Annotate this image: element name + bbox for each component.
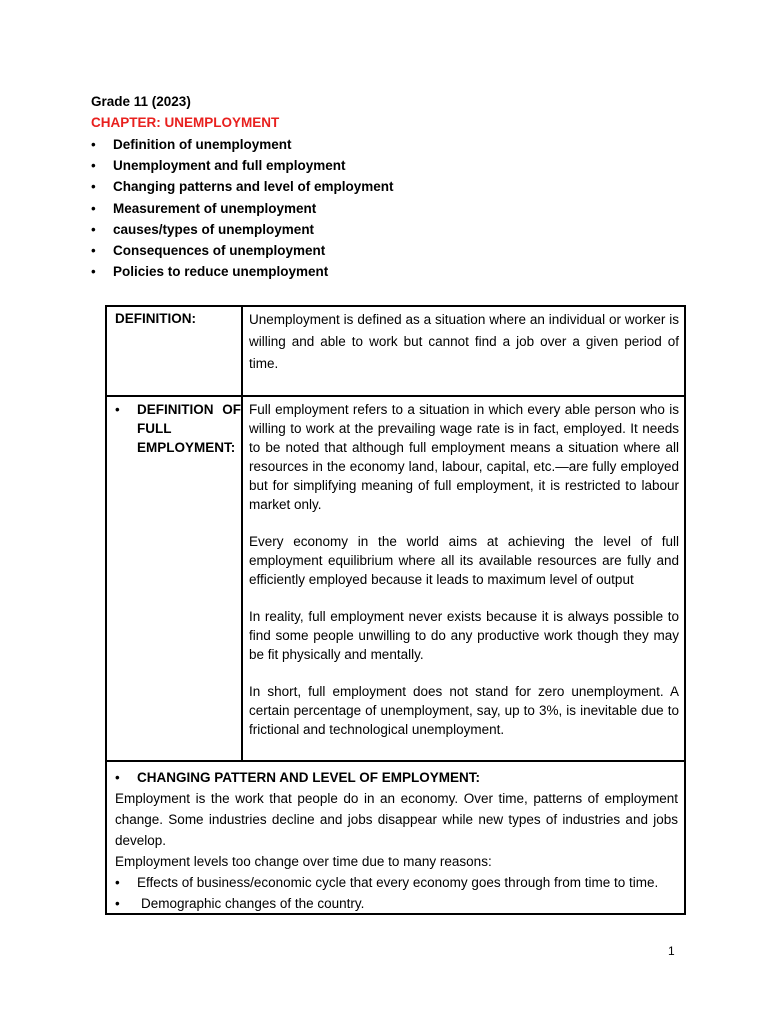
topic-item: • Unemployment and full employment [91, 156, 394, 177]
employment-pattern-heading: • CHANGING PATTERN AND LEVEL OF EMPLOYMENT: [115, 767, 678, 788]
definition-label: DEFINITION: [115, 311, 196, 326]
topic-item: • Changing patterns and level of employment [91, 177, 394, 198]
column-divider [241, 307, 243, 760]
employment-reason-item: • Demographic changes of the country. [115, 893, 678, 914]
row-divider [107, 395, 684, 397]
topic-item: • Policies to reduce unemployment [91, 262, 394, 283]
employment-pattern-cell [115, 767, 678, 914]
grade-heading: Grade 11 (2023) [91, 94, 191, 109]
definitions-table [105, 305, 686, 915]
topic-item: • Definition of unemployment [91, 135, 394, 156]
paragraph: In reality, full employment never exists because it is always possible to find some people unwilling to do any productive work though they may be fit physically and mentally. [249, 609, 679, 662]
paragraph: Full employment refers to a situation in which every able person who is willing to work at the prevailing wage rate is in fact, employed. It needs to be noted that although full employment means a situation where all resources in the economy land, labour, capital, etc.—are fully employed but for simplifying meaning of full employment, it is restricted to labour market only. [249, 402, 679, 512]
definition-text: Unemployment is defined as a situation where an individual or worker is willing and able to work but cannot find a job over a given period of time. [249, 312, 679, 371]
row-divider [107, 760, 684, 762]
topic-item: • Measurement of unemployment [91, 199, 394, 220]
page-number: 1 [668, 944, 675, 958]
employment-pattern-intro: Employment is the work that people do in an economy. Over time, patterns of employment change. Some industries decline and jobs disappear while new types of industries and jobs develop. [115, 791, 678, 848]
employment-pattern-lead: Employment levels too change over time due to many reasons: [115, 854, 492, 869]
full-employment-text [249, 400, 679, 757]
topic-item: • Consequences of unemployment [91, 241, 394, 262]
employment-reason-item: • Effects of business/economic cycle that every economy goes through from time to time. [115, 872, 678, 893]
full-employment-label: • DEFINITION OF FULL EMPLOYMENT: [115, 400, 241, 457]
chapter-title: CHAPTER: UNEMPLOYMENT [91, 115, 280, 130]
paragraph: In short, full employment does not stand for zero unemployment. A certain percentage of unemployment, say, up to 3%, is inevitable due to frictional and technological unemployment. [249, 684, 679, 737]
topic-item: • causes/types of unemployment [91, 220, 394, 241]
paragraph: Every economy in the world aims at achieving the level of full employment equilibrium where all its available resources are fully and efficiently employed because it leads to maximum level of output [249, 534, 679, 587]
topic-list [91, 135, 394, 283]
